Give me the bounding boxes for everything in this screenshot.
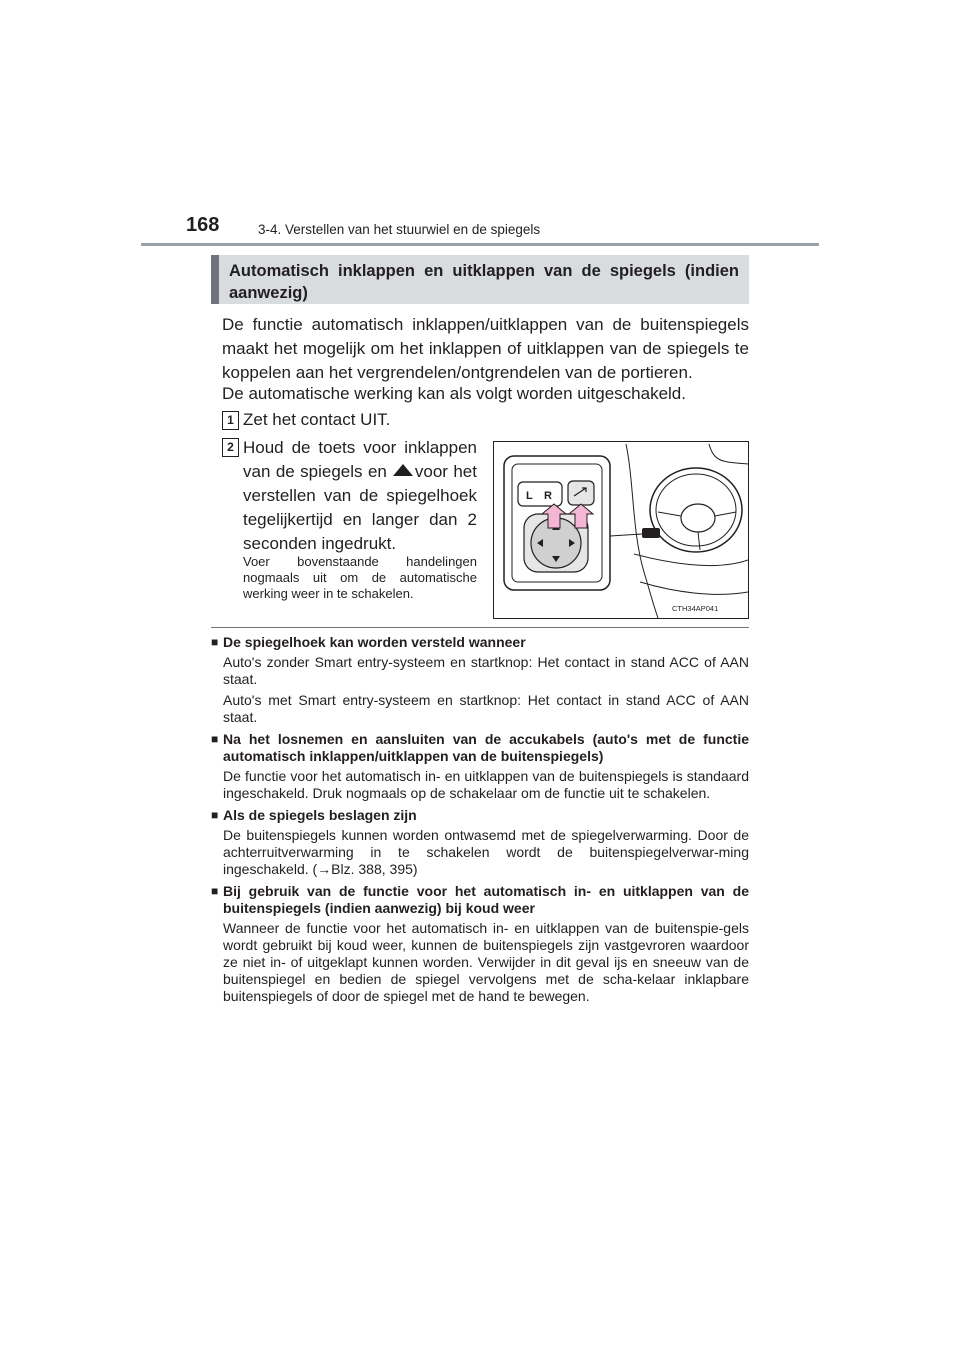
note-bullet: ■ — [211, 635, 219, 649]
note-paragraph: Auto's met Smart entry-systeem en startknop: Het contact in stand ACC of AAN staat. — [223, 692, 749, 725]
dashboard-lower-line — [640, 582, 748, 594]
note-paragraph: Auto's zonder Smart entry-systeem en startknop: Het contact in stand ACC of AAN staat. — [223, 654, 749, 687]
steering-wheel-rim — [650, 468, 742, 552]
step-number-1: 1 — [222, 411, 239, 430]
mirror-switch-diagram — [494, 442, 748, 618]
note-bullet: ■ — [211, 732, 219, 746]
switch-location-marker — [642, 528, 660, 538]
steering-wheel-inner — [656, 474, 736, 546]
section-heading-box — [211, 255, 749, 304]
chapter-title: 3-4. Verstellen van het stuurwiel en de spiegels — [258, 222, 541, 237]
step-2-note: Voer bovenstaande handelingen nogmaals uit om de automatische werking weer in te schakelen. — [243, 554, 477, 601]
intro-paragraph: De functie automatisch inklappen/uitklappen van de buitenspiegels maakt het mogelijk om het inklappen of uitklappen van de spiegels te koppelen aan het vergrendelen/ontgrendelen van de portieren. — [222, 315, 749, 382]
lr-selector — [518, 482, 562, 506]
page-number: 168 — [186, 214, 220, 236]
mirror-switch-illustration — [493, 441, 749, 619]
step-1-text: Zet het contact UIT. — [243, 410, 391, 429]
step-2-text-part-a: Houd de toets voor inklappen van de spiegels en — [243, 438, 477, 481]
note-battery — [211, 731, 749, 802]
note-title: Na het losnemen en aansluiten van de accukabels (auto's met de functie automatisch inklappen/uitklappen van de buitenspiegels) — [223, 731, 749, 764]
intro-paragraph-2: De automatische werking kan als volgt worden uitgeschakeld. — [222, 384, 686, 403]
note-fogged-mirrors — [211, 807, 749, 878]
note-paragraph: De functie voor het automatisch in- en uitklappen van de buitenspiegels is standaard ingeschakeld. Druk nogmaals op de schakelaar om de functie uit te schakelen. — [223, 768, 749, 801]
notes-section — [211, 634, 749, 1010]
figure-code: CTH34AP041 — [672, 604, 719, 613]
note-paragraph: Wanneer de functie voor het automatisch in- en uitklappen van de buitenspie-gels wordt gebruikt bij koud weer, kunnen de buitenspiegels zijn vastgevroren waardoor ze niet in- of uitgeklapt kunnen worden. Verwijder in dit geval ijs en sneeuw van de buitenspiegel en bedien de spiegel vervolgens met de scha-kelaar inklapbare buitenspiegels of door de spiegel met de hand te bewegen. — [223, 920, 749, 1004]
dashboard-line — [634, 554, 748, 566]
step-2-text — [243, 436, 477, 556]
mirror-adjust-up-triangle-icon — [393, 464, 413, 476]
header-rule — [141, 243, 819, 246]
callout-line — [610, 534, 642, 536]
notes-divider — [211, 627, 749, 628]
note-paragraph: De buitenspiegels kunnen worden ontwasemd met de spiegelverwarming. Door de achterruitverwarming in te schakelen wordt de buitenspiegelverwar-ming ingeschakeld. (→Blz. 388, 395) — [223, 827, 749, 877]
step-2-text-part-b: voor het verstellen van de spiegelhoek tegelijkertijd en langer dan 2 seconden ingedrukt. — [243, 462, 477, 553]
section-title: Automatisch inklappen en uitklappen van de spiegels (indien aanwezig) — [229, 262, 739, 302]
note-bullet: ■ — [211, 884, 219, 898]
windshield-line — [709, 444, 748, 464]
note-mirror-angle — [211, 634, 749, 726]
note-title: Als de spiegels beslagen zijn — [223, 807, 417, 823]
steering-wheel-hub — [681, 504, 715, 532]
step-number-2: 2 — [222, 438, 239, 457]
note-title: Bij gebruik van de functie voor het automatisch in- en uitklappen van de buitenspiegels (indien aanwezig) bij koud weer — [223, 883, 749, 916]
selector-label-l: L — [526, 490, 533, 502]
note-cold-weather — [211, 883, 749, 1005]
selector-label-r: R — [544, 490, 552, 502]
fold-button — [568, 481, 594, 505]
note-title: De spiegelhoek kan worden versteld wanneer — [223, 634, 526, 650]
note-bullet: ■ — [211, 808, 219, 822]
